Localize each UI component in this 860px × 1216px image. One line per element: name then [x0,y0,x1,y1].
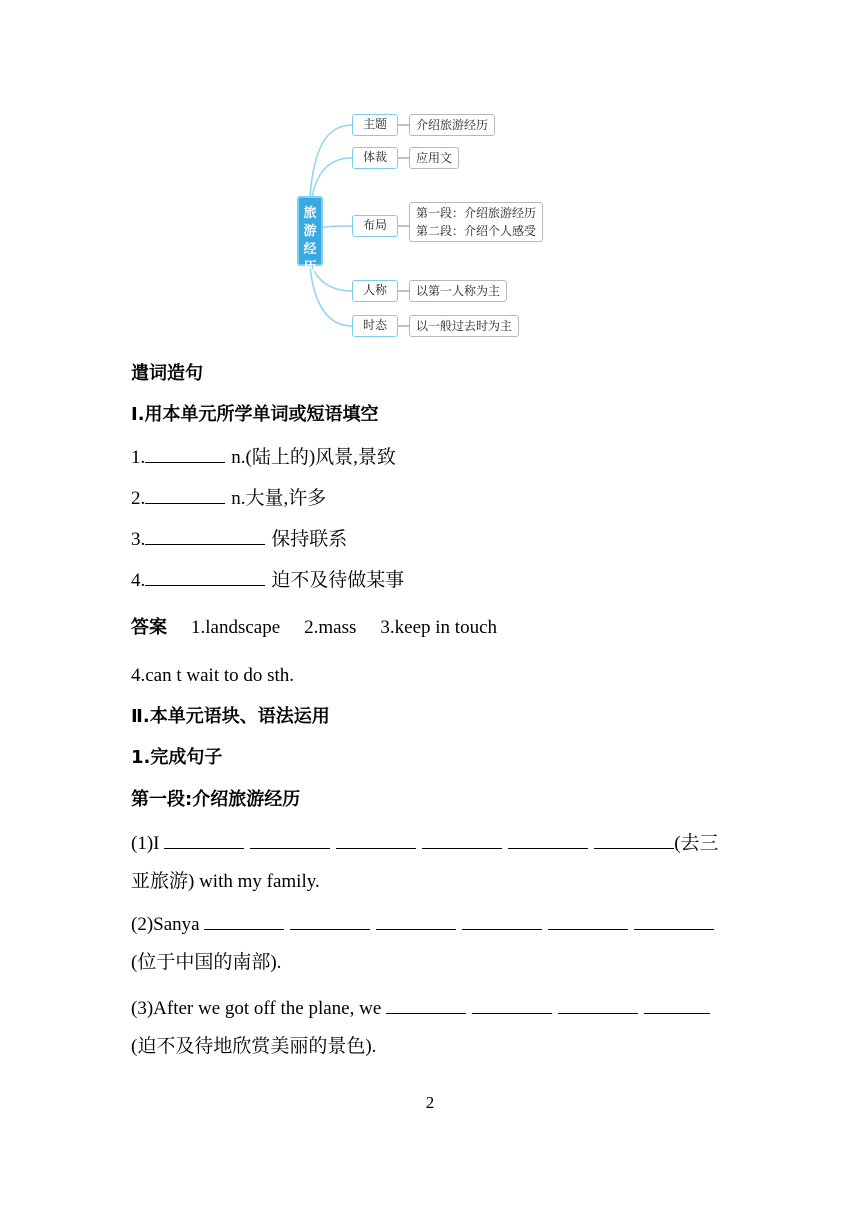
sentence-suffix: (去三 [674,833,719,854]
item-number: 4. [131,570,146,591]
fill-item-4 [131,566,404,593]
answer-blank[interactable] [422,829,502,849]
answer-2: 2.mass [304,617,357,638]
answer-blank[interactable] [634,910,714,930]
answer-blank[interactable] [594,829,674,849]
mind-map-leaf-layout [409,202,543,242]
answer-3: 3.keep in touch [380,617,498,638]
sentence-2 [131,910,714,937]
sentence-3 [131,994,710,1021]
answer-line [131,616,497,640]
answer-blank[interactable] [145,484,225,504]
part2-subtitle: 1.完成句子 [131,747,223,768]
item-text: n.大量,许多 [231,488,327,509]
sentence-2-cont: (位于中国的南部). [131,952,282,973]
item-text: 迫不及待做某事 [271,570,405,591]
fill-item-2 [131,484,326,511]
answer-blank[interactable] [164,829,244,849]
mind-map [290,102,580,347]
part1-title: Ⅰ.用本单元所学单词或短语填空 [131,404,379,425]
mind-map-root: 旅游经历 [297,196,323,266]
part2-title: Ⅱ.本单元语块、语法运用 [131,706,330,727]
page-number: 2 [425,1093,435,1112]
answer-blank[interactable] [250,829,330,849]
item-number: 3. [131,529,146,550]
mind-map-leaf-theme: 介绍旅游经历 [409,114,495,136]
answer-label: 答案 [131,617,167,638]
answer-blank[interactable] [145,443,225,463]
sentence-prefix: (2)Sanya [131,914,200,935]
mind-map-node-person: 人称 [352,280,398,302]
mind-map-node-genre: 体裁 [352,147,398,169]
answer-blank[interactable] [558,994,638,1014]
mind-map-node-theme: 主题 [352,114,398,136]
mind-map-node-tense: 时态 [352,315,398,337]
mind-map-leaf-tense: 以一般过去时为主 [409,315,519,337]
answer-blank[interactable] [336,829,416,849]
answer-blank[interactable] [145,525,265,545]
paragraph-heading: 第一段:介绍旅游经历 [131,789,301,810]
item-number: 2. [131,488,146,509]
item-number: 1. [131,447,146,468]
sentence-1-cont: 亚旅游) with my family. [131,871,320,892]
sentence-3-cont: (迫不及待地欣赏美丽的景色). [131,1036,377,1057]
answer-blank[interactable] [290,910,370,930]
sentence-prefix: (3)After we got off the plane, we [131,998,382,1019]
sentence-1 [131,829,719,856]
answer-blank[interactable] [386,994,466,1014]
sentence-prefix: (1)I [131,833,160,854]
fill-item-3 [131,525,347,552]
answer-1: 1.landscape [191,617,281,638]
item-text: 保持联系 [271,529,348,550]
mind-map-leaf-layout-line2: 第二段：介绍个人感受 [416,224,537,238]
section-heading: 遣词造句 [131,363,203,384]
mind-map-leaf-genre: 应用文 [409,147,459,169]
answer-blank[interactable] [204,910,284,930]
answer-blank[interactable] [145,566,265,586]
answer-line-2: 4.can t wait to do sth. [131,665,295,686]
answer-blank[interactable] [644,994,710,1014]
mind-map-leaf-person: 以第一人称为主 [409,280,507,302]
fill-item-1 [131,443,396,470]
item-text: n.(陆上的)风景,景致 [231,447,396,468]
answer-blank[interactable] [472,994,552,1014]
answer-blank[interactable] [508,829,588,849]
mind-map-node-layout: 布局 [352,215,398,237]
answer-blank[interactable] [376,910,456,930]
mind-map-leaf-layout-line1: 第一段：介绍旅游经历 [416,206,537,220]
answer-blank[interactable] [548,910,628,930]
answer-blank[interactable] [462,910,542,930]
